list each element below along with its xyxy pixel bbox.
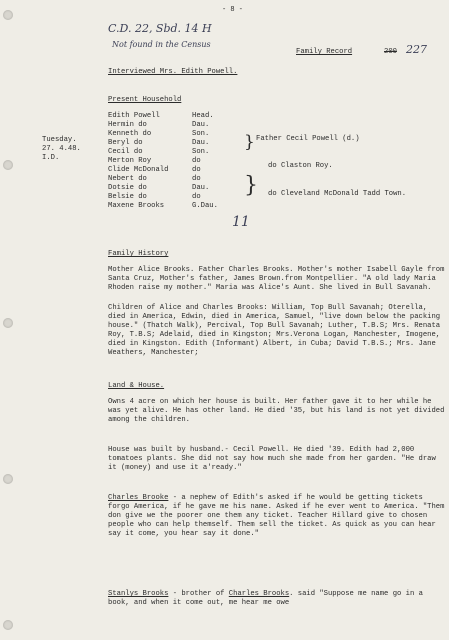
household-member-row (108, 193, 201, 202)
household-brace: } (244, 173, 258, 198)
household-member-row (108, 202, 218, 211)
member-role: do (192, 193, 201, 201)
member-role: do (192, 157, 201, 165)
household-member-row (108, 121, 209, 130)
household-member-row (108, 139, 209, 148)
member-name: Cecil do (108, 148, 143, 156)
paragraph-text: . said "Suppose me name go in a book, and when it come out, me hear me owe (108, 590, 423, 607)
household-member-row (108, 175, 201, 184)
member-name: Merton Roy (108, 157, 152, 165)
household-member-row (108, 157, 201, 166)
household-member-row (108, 112, 214, 121)
member-name: Dotsie do (108, 184, 147, 192)
member-name: Clide McDonald (108, 166, 169, 174)
member-name: Maxene Brooks (108, 202, 165, 210)
member-name: Kenneth do (108, 130, 152, 138)
paragraph-text: - a nephew of Edith's asked if he would be getting tickets forgo America, if he gave me his name. Asked if he ever went to America. "Them don give we the poorer one them any ticket. Teacher Hillard give to chosen people who can help themself. Them sell the ticket. As quick as you can hear say it come, you hear say it done." (108, 494, 445, 538)
household-member-row (108, 130, 209, 139)
punch-hole (3, 10, 13, 20)
children-paragraph: Children of Alice and Charles Brooks: William, Top Bull Savanah; Oterella, died in America, Edwin, died in America, Samuel, "live down below the packing house." (Thatch Walk), Percival, Top Bull Savanah; Luther, T.B.S; Mrs. Renata Roy, T.B.S; Adelaid, died in Kingston; Mrs.Verona Logan, Manchester, Imogene, died in Kingston. Edith (Informant) Albert, in Cuba; David T.B.S.; Mrs. Jane Weathers, Manchester; (108, 304, 441, 357)
father-note: Father Cecil Powell (d.) (256, 135, 360, 143)
side-note-day: Tuesday. (42, 136, 77, 144)
side-note-date: 27. 4.48. (42, 145, 81, 153)
household-heading: Present Household (108, 96, 182, 104)
punch-hole (3, 318, 13, 328)
member-role: Dau. (192, 139, 210, 147)
land-paragraph: Owns 4 acre on which her house is built. Her father gave it to her while he was yet alive. He has other land. He died '35, but his land is not yet divided among the children. (108, 398, 445, 424)
person-name: Charles Brooks (228, 590, 290, 598)
side-note-initials: I.D. (42, 154, 60, 162)
record-number-struck: 200 (384, 48, 397, 56)
member-name: Edith Powell (108, 112, 160, 120)
father-note: do Claston Roy. (268, 162, 333, 170)
member-role: Dau. (192, 121, 210, 129)
land-house-heading: Land & House. (108, 382, 165, 390)
interview-line: Interviewed Mrs. Edith Powell. (108, 68, 238, 76)
member-name: Nebert do (108, 175, 147, 183)
household-member-row (108, 184, 209, 193)
paragraph-text: - brother of (168, 590, 229, 598)
family-history-paragraph: Mother Alice Brooks. Father Charles Brooks. Mother's mother Isabell Gayle from Santa Cruz, Mother's father, James Brown.from Montpellier. "A old lady Maria Rhoden raise my mother." Maria was Alice's Aunt. She lived in Bull Savanah. (108, 266, 445, 292)
member-role: do (192, 166, 201, 174)
record-label: Family Record (296, 48, 353, 56)
household-brace: } (244, 132, 255, 152)
member-role: G.Dau. (192, 202, 218, 210)
member-role: Dau. (192, 184, 210, 192)
household-member-row (108, 148, 209, 157)
member-role: Son. (192, 130, 210, 138)
member-role: Head. (192, 112, 214, 120)
member-name: Hermin do (108, 121, 147, 129)
family-history-heading: Family History (108, 250, 169, 258)
handwritten-reference: C.D. 22, Sbd. 14 H (108, 22, 212, 35)
page-mark: - 8 - (222, 6, 244, 14)
stanlys-brooks-paragraph (108, 590, 446, 608)
person-name: Stanlys Brooks (108, 590, 169, 598)
charles-brooke-paragraph (108, 494, 446, 539)
father-note: do Cleveland McDonald Tadd Town. (268, 190, 407, 198)
household-member-row (108, 166, 201, 175)
punch-hole (3, 160, 13, 170)
punch-hole (3, 620, 13, 630)
handwritten-census-note: Not found in the Census (112, 40, 211, 49)
house-paragraph: House was built by husband.- Cecil Powell. He died '39. Edith had 2,000 tomatoes plants. She did not say how much she made from her garden. "He draw it (money) and use it a'ready." (108, 446, 436, 472)
person-name: Charles Brooke (108, 494, 169, 502)
member-name: Beryl do (108, 139, 143, 147)
punch-hole (3, 474, 13, 484)
member-role: Son. (192, 148, 210, 156)
record-number-handwritten: 227 (406, 43, 427, 56)
member-name: Belsie do (108, 193, 147, 201)
handwritten-count: 11 (232, 214, 250, 230)
member-role: do (192, 175, 201, 183)
